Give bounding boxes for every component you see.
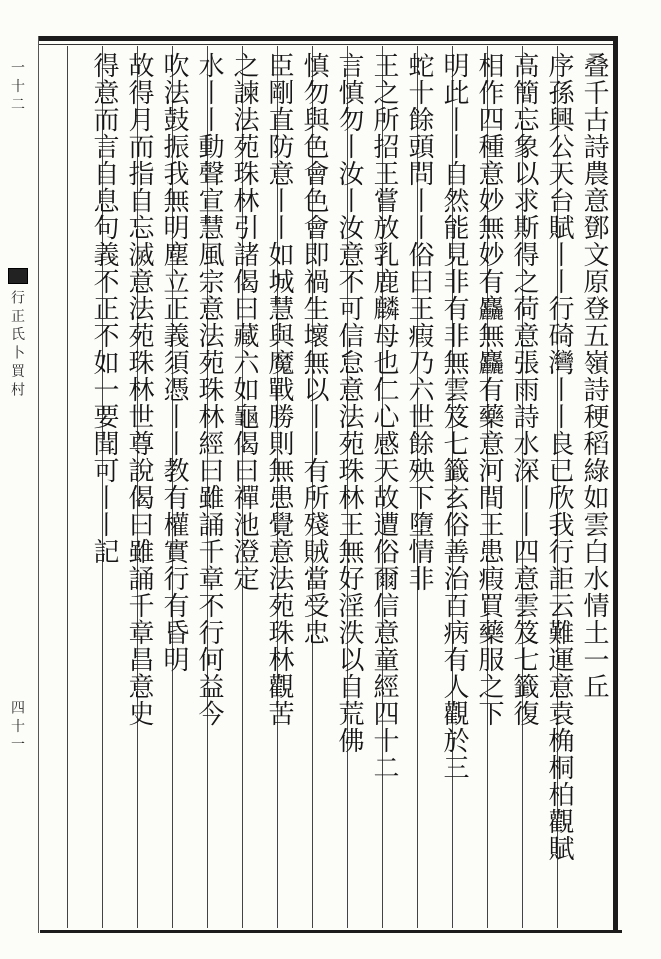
top-border-thick xyxy=(38,36,616,41)
text-column-4: 相作四種意妙無妙有麤無麤有藥意河間王患瘕買藥服之下 xyxy=(474,52,504,727)
text-column-15: 得意而言自息句義不正不如一要聞可丨丨記 xyxy=(89,52,119,565)
text-column-12: 水丨丨動聲宣慧風宗意法苑珠林經曰雖誦千章不行何益今 xyxy=(194,52,224,727)
text-column-11: 之諫法苑珠林引諸偈曰藏六如龜偈曰禪池澄定 xyxy=(229,52,259,592)
left-border xyxy=(38,36,39,933)
column-divider xyxy=(67,46,68,928)
text-column-7: 王之所招王嘗放乳鹿麟母也仁心感天故遭俗爾信意童經四十二 xyxy=(369,52,399,781)
text-column-10: 臣剛直防意丨丨如城慧與魔戰勝則無患覺意法苑珠林觀苦 xyxy=(264,52,294,727)
text-column-5: 明此丨丨自然能見非有非無雲笈七籤玄俗善治百病有人觀於三 xyxy=(439,52,469,781)
text-column-3: 高簡忘象以求斯得之荷意張雨詩水深丨丨四意雲笈七籤復 xyxy=(509,52,539,727)
text-column-8: 言慎勿丨汝丨汝意不可信怠意法苑珠林王無好淫泆以自荒佛 xyxy=(334,52,364,754)
fore-edge-title-text: 行 正 氏 卜 買 村 xyxy=(9,290,25,397)
text-column-2: 序孫興公天台賦丨丨行碕灣丨丨良已欣我行詎云難運意袁桷桐柏觀賦 xyxy=(544,52,574,862)
fore-edge-page-number: 四 十 一 xyxy=(9,700,25,751)
bottom-border xyxy=(40,930,622,933)
fore-edge-top-text: 一 十 二 xyxy=(9,60,25,111)
text-column-14: 故得月而指自忘滅意法苑珠林世尊說偈曰雖誦千章昌意史 xyxy=(124,52,154,727)
text-column-9: 慎勿與色會色會即禍生壞無以丨丨有所殘賊當受忠 xyxy=(299,52,329,646)
text-column-13: 吹法鼓振我無明塵立正義須憑丨丨教有權實行有昏明 xyxy=(159,52,189,673)
fore-edge-fish-tail-mark xyxy=(8,268,28,284)
text-column-6: 蛇十餘頭問丨丨俗曰王瘕乃六世餘殃下墮情非 xyxy=(404,52,434,592)
top-border-thin xyxy=(38,44,616,45)
text-column-1: 叠千古詩農意鄧文原登五嶺詩稉稻綠如雲白水情土一丘 xyxy=(579,52,609,700)
